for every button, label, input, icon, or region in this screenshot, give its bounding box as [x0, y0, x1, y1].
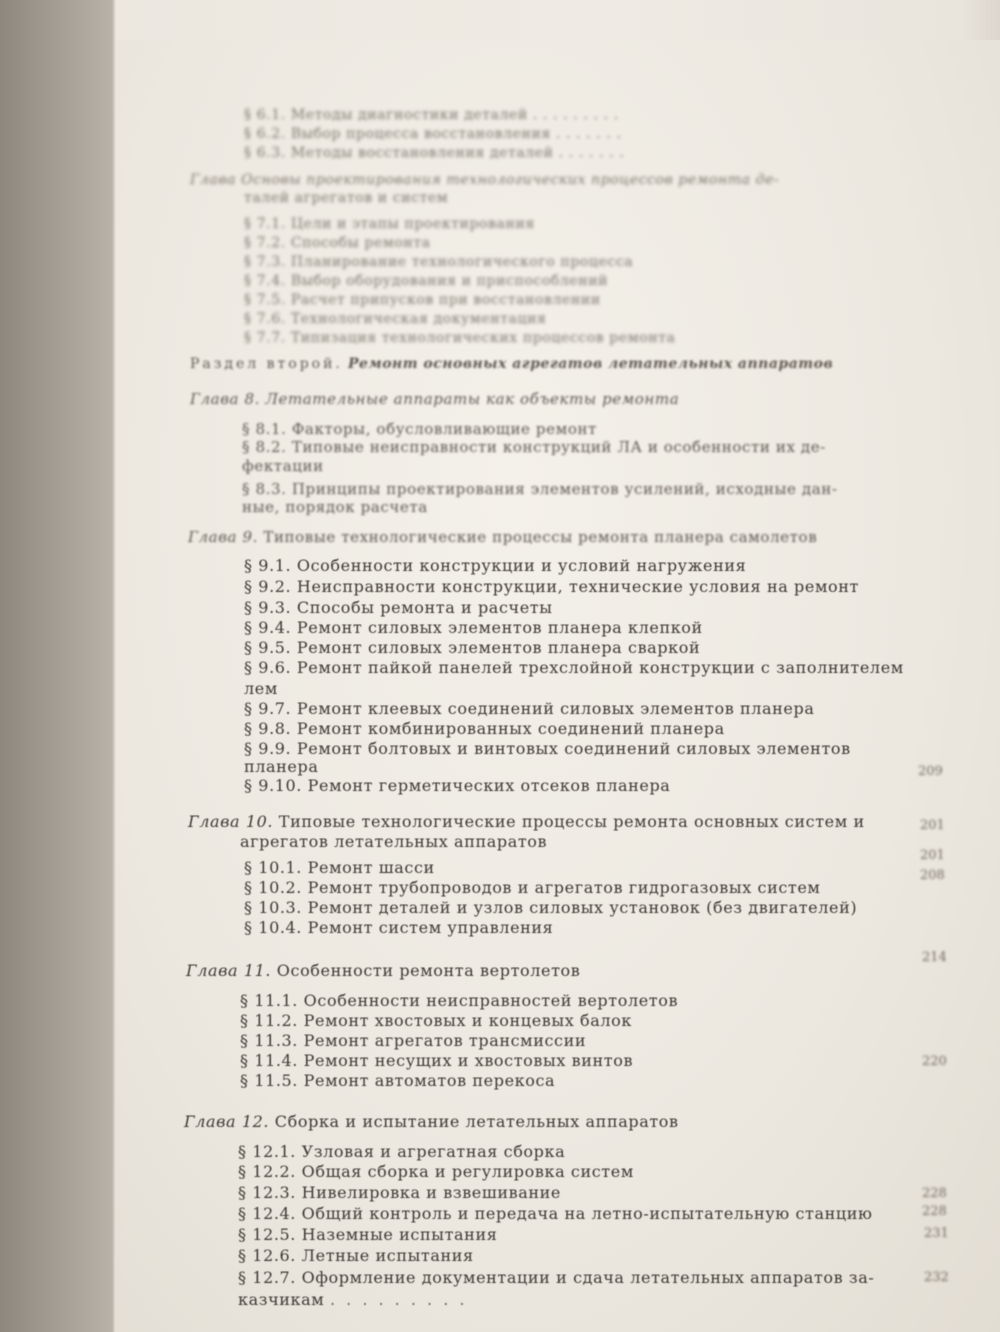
chapter-10-heading [188, 812, 865, 831]
chapter-12-label: Глава 12. [184, 1112, 270, 1131]
toc-section-7-3: § 7.3. Планирование технологического процесса [244, 254, 634, 270]
page-number: 208 [920, 868, 945, 883]
toc-line-blurred: § 6.3. Методы восстановления деталей . . . . . . . [244, 145, 625, 161]
toc-section-9-4: § 9.4. Ремонт силовых элементов планера клепкой [244, 618, 703, 637]
toc-section-10-4: § 10.4. Ремонт систем управления [244, 918, 554, 937]
toc-section-9-9: § 9.9. Ремонт болтовых и винтовых соединений силовых элементов [244, 739, 851, 758]
toc-section-9-5: § 9.5. Ремонт силовых элементов планера сваркой [244, 638, 701, 657]
toc-section-11-3: § 11.3. Ремонт агрегатов трансмиссии [240, 1031, 587, 1050]
toc-section-9-8: § 9.8. Ремонт комбинированных соединений планера [244, 719, 725, 738]
toc-section-12-7: § 12.7. Оформление документации и сдача летательных аппаратов за- [238, 1268, 875, 1287]
toc-section-9-7: § 9.7. Ремонт клеевых соединений силовых элементов планера [244, 699, 815, 718]
toc-section-12-2: § 12.2. Общая сборка и регулировка систем [238, 1162, 634, 1181]
page-number: 201 [920, 848, 945, 863]
toc-section-11-4: § 11.4. Ремонт несущих и хвостовых винтов [240, 1051, 634, 1070]
toc-section-12-1: § 12.1. Узловая и агрегатная сборка [238, 1142, 566, 1161]
page-number: 228 [922, 1186, 947, 1201]
toc-section-10-3: § 10.3. Ремонт деталей и узлов силовых установок (без двигателей) [244, 898, 858, 917]
toc-section-8-3-cont: ные, порядок расчета [242, 498, 428, 516]
toc-section-8-1: § 8.1. Факторы, обусловливающие ремонт [242, 420, 597, 438]
page-number: 231 [924, 1226, 949, 1241]
toc-section-9-1: § 9.1. Особенности конструкции и условий нагружения [244, 556, 747, 575]
part-two-heading [190, 356, 833, 372]
chapter-7-heading: Глава Основы проектирования технологических процессов ремонта де- [190, 172, 780, 188]
chapter-9-label: Глава 9. [188, 528, 258, 546]
toc-section-10-2: § 10.2. Ремонт трубопроводов и агрегатов гидрогазовых систем [244, 878, 821, 897]
chapter-8-heading: Глава 8. Летательные аппараты как объекты ремонта [190, 390, 680, 408]
toc-line-blurred: § 6.2. Выбор процесса восстановления . . . . . . . [244, 126, 622, 142]
chapter-10-title: Типовые технологические процессы ремонта основных систем и [278, 812, 865, 831]
toc-section-9-10: § 9.10. Ремонт герметических отсеков планера [244, 776, 671, 795]
toc-section-12-7-cont-text: казчикам [238, 1290, 325, 1309]
toc-section-8-3: § 8.3. Принципы проектирования элементов усилений, исходные дан- [242, 480, 838, 498]
chapter-7-heading-cont: талей агрегатов и систем [244, 190, 449, 206]
toc-section-9-6-cont: лем [244, 679, 278, 698]
toc-section-7-4: § 7.4. Выбор оборудования и приспособлений [244, 273, 609, 289]
chapter-10-label: Глава 10. [188, 812, 274, 831]
page-number: 228 [922, 1204, 947, 1219]
dot-leader: . . . . . . . . . [329, 1290, 468, 1309]
toc-section-12-7-cont [238, 1290, 467, 1309]
chapter-9-title: Типовые технологические процессы ремонта планера самолетов [263, 528, 818, 546]
toc-section-12-5: § 12.5. Наземные испытания [238, 1225, 498, 1244]
toc-section-11-2: § 11.2. Ремонт хвостовых и концевых балок [240, 1011, 632, 1030]
part-two-label: Раздел второй. [190, 356, 343, 372]
toc-section-8-2-cont: фектации [242, 457, 324, 475]
page-number: 232 [924, 1270, 949, 1285]
toc-section-9-6: § 9.6. Ремонт пайкой панелей трехслойной конструкции с заполнителем [244, 658, 904, 677]
toc-section-7-5: § 7.5. Расчет припусков при восстановлении [244, 292, 601, 308]
toc-section-7-2: § 7.2. Способы ремонта [244, 235, 431, 251]
toc-section-8-2: § 8.2. Типовые неисправности конструкций ЛА и особенности их де- [242, 438, 826, 456]
toc-line-blurred: § 6.1. Методы диагностики деталей . . . . . . . . . [244, 107, 619, 123]
chapter-10-heading-cont: агрегатов летательных аппаратов [240, 832, 548, 851]
chapter-11-label: Глава 11. [186, 961, 272, 980]
chapter-9-heading [188, 528, 817, 546]
chapter-12-title: Сборка и испытание летательных аппаратов [274, 1112, 679, 1131]
toc-section-9-3: § 9.3. Способы ремонта и расчеты [244, 598, 553, 617]
toc-section-10-1: § 10.1. Ремонт шасси [244, 858, 435, 877]
toc-section-12-3: § 12.3. Нивелировка и взвешивание [238, 1183, 561, 1202]
page-number: 201 [920, 818, 945, 833]
toc-section-11-5: § 11.5. Ремонт автоматов перекоса [240, 1071, 556, 1090]
chapter-11-heading [186, 961, 580, 980]
chapter-12-heading [184, 1112, 679, 1131]
toc-section-7-7: § 7.7. Типизация технологических процессов ремонта [244, 330, 676, 346]
chapter-11-title: Особенности ремонта вертолетов [276, 961, 581, 980]
toc-section-11-1: § 11.1. Особенности неисправностей вертолетов [240, 991, 679, 1010]
toc-section-7-1: § 7.1. Цели и этапы проектирования [244, 216, 535, 232]
toc-section-7-6: § 7.6. Технологическая документация [244, 311, 547, 327]
toc-section-9-9-cont: планера [244, 757, 319, 776]
page-number: 220 [922, 1054, 947, 1069]
toc-section-9-2: § 9.2. Неисправности конструкции, технические условия на ремонт [244, 577, 859, 596]
toc-section-12-6: § 12.6. Летные испытания [238, 1246, 474, 1265]
toc-section-12-4: § 12.4. Общий контроль и передача на летно-испытательную станцию [238, 1204, 873, 1223]
page-number: 209 [918, 764, 943, 779]
part-two-title: Ремонт основных агрегатов летательных аппаратов [347, 356, 834, 372]
page-number: 214 [922, 950, 947, 965]
